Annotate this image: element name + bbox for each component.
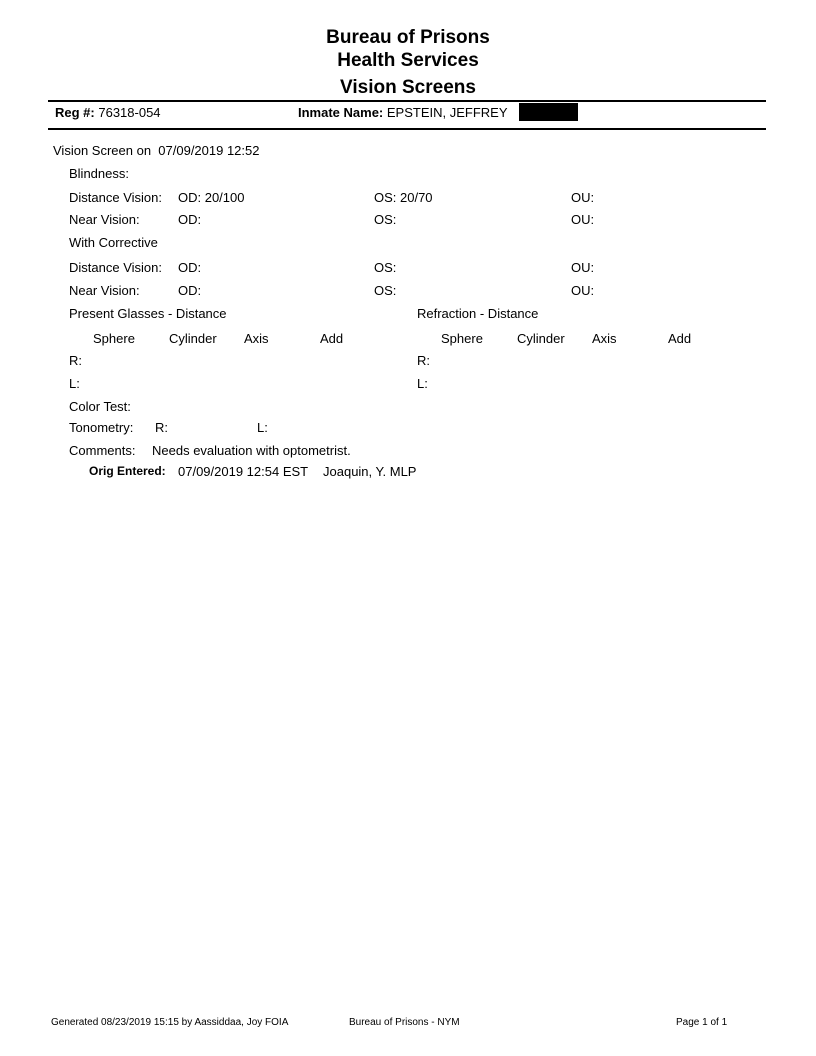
footer-page-number: Page 1 of 1 (676, 1017, 728, 1028)
footer-generated: Generated 08/23/2019 15:15 by Aassiddaa, Joy FOIA (51, 1017, 289, 1028)
orig-entered-datetime: 07/09/2019 12:54 EST (178, 464, 309, 479)
glasses-sphere-header: Sphere (93, 331, 135, 346)
corrective-near-vision-od: OD: (178, 283, 202, 298)
header-bottom-rule (48, 128, 766, 130)
orig-entered-by: Joaquin, Y. MLP (323, 464, 417, 479)
reg-number (55, 105, 161, 120)
glasses-axis-header: Axis (244, 331, 269, 346)
reg-number-value: 76318-054 (98, 105, 161, 120)
refraction-left-eye-row: L: (417, 376, 428, 391)
corrective-near-vision-ou: OU: (571, 283, 595, 298)
comments-label: Comments: (69, 443, 136, 458)
refraction-right-eye-row: R: (417, 353, 430, 368)
distance-vision-ou: OU: (571, 190, 595, 205)
header-top-rule (48, 100, 766, 102)
document-section-title: Vision Screens (340, 77, 476, 98)
inmate-name-value: EPSTEIN, JEFFREY (386, 105, 508, 120)
color-test-label: Color Test: (69, 399, 131, 414)
tonometry-left: L: (257, 420, 268, 435)
document-subtitle: Health Services (337, 50, 479, 71)
refraction-cylinder-header: Cylinder (517, 331, 565, 346)
refraction-sphere-header: Sphere (441, 331, 483, 346)
corrective-distance-vision-label: Distance Vision: (69, 260, 162, 275)
tonometry-label: Tonometry: (69, 420, 134, 435)
footer-institution: Bureau of Prisons - NYM (349, 1017, 460, 1028)
present-glasses-label: Present Glasses - Distance (69, 306, 227, 321)
vision-screen-heading-label: Vision Screen on (53, 143, 152, 158)
glasses-add-header: Add (320, 331, 344, 346)
comments-value: Needs evaluation with optometrist. (152, 443, 351, 458)
corrective-near-vision-os: OS: (374, 283, 397, 298)
reg-number-label: Reg #: (55, 105, 95, 120)
glasses-left-eye-row: L: (69, 376, 80, 391)
vision-screen-heading (53, 143, 260, 158)
inmate-name (298, 105, 508, 120)
distance-vision-os: OS: 20/70 (374, 190, 433, 205)
glasses-cylinder-header: Cylinder (169, 331, 217, 346)
vision-screen-datetime: 07/09/2019 12:52 (158, 143, 260, 158)
near-vision-label: Near Vision: (69, 212, 140, 227)
with-corrective-label: With Corrective (69, 235, 158, 250)
blindness-label: Blindness: (69, 166, 129, 181)
tonometry-right: R: (155, 420, 168, 435)
distance-vision-label: Distance Vision: (69, 190, 162, 205)
distance-vision-od: OD: 20/100 (178, 190, 245, 205)
corrective-distance-vision-os: OS: (374, 260, 397, 275)
refraction-label: Refraction - Distance (417, 306, 539, 321)
redaction-box (519, 103, 578, 121)
glasses-right-eye-row: R: (69, 353, 82, 368)
near-vision-ou: OU: (571, 212, 595, 227)
corrective-distance-vision-od: OD: (178, 260, 202, 275)
near-vision-os: OS: (374, 212, 397, 227)
corrective-distance-vision-ou: OU: (571, 260, 595, 275)
corrective-near-vision-label: Near Vision: (69, 283, 140, 298)
refraction-add-header: Add (668, 331, 692, 346)
inmate-name-label: Inmate Name: (298, 105, 384, 120)
refraction-axis-header: Axis (592, 331, 617, 346)
orig-entered-label: Orig Entered: (89, 464, 166, 478)
document-title: Bureau of Prisons (326, 27, 490, 48)
near-vision-od: OD: (178, 212, 202, 227)
